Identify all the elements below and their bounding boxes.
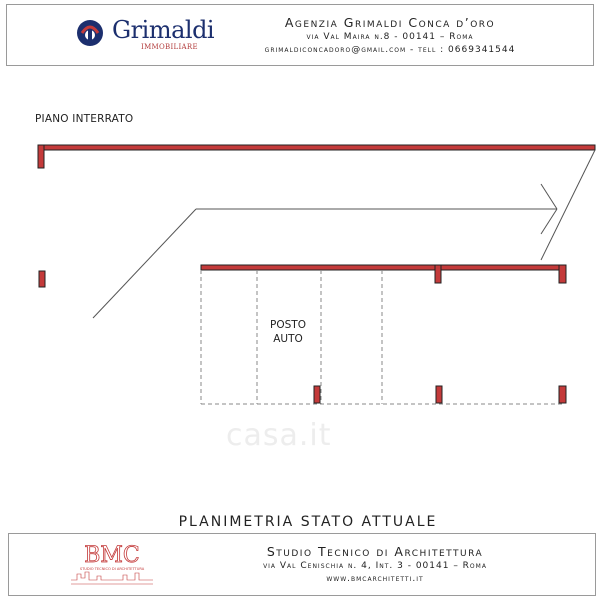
ramp-arrow — [93, 150, 595, 318]
brand-subtitle: IMMOBILIARE — [141, 43, 198, 51]
bmc-logo — [67, 540, 157, 588]
pillar-1 — [314, 386, 320, 403]
floor-label: PIANO INTERRATO — [35, 113, 134, 125]
bmc-logo-text: BMC — [84, 543, 140, 568]
skyline-icon — [71, 572, 153, 584]
studio-name: Studio Tecnico di Architettura — [266, 544, 484, 559]
parking-label — [258, 318, 318, 346]
watermark: casa.it — [226, 418, 332, 453]
agency-name: Agenzia Grimaldi Conca d’oro — [284, 15, 496, 30]
agency-contact: grimaldiconcadoro@gmail.com - tell : 0669341544 — [264, 45, 516, 55]
wall-inner — [201, 265, 566, 270]
parking-label-line1: POSTO — [270, 319, 306, 331]
pillar-2 — [436, 386, 442, 403]
wall-top-end — [38, 145, 44, 168]
bmc-logo-caption: STUDIO TECNICO DI ARCHITETTURA — [79, 567, 145, 571]
wall-inner-stub-1 — [435, 265, 441, 283]
studio-address: via Val Cenischia n. 4, Int. 3 - 00141 – Roma — [263, 561, 487, 571]
wall-inner-stub-2 — [559, 265, 566, 283]
brand-name: Grimaldi — [112, 16, 215, 44]
studio-website: www.bmcarchitetti.it — [326, 574, 424, 584]
parking-label-line2: AUTO — [273, 333, 303, 345]
wall-top — [38, 145, 595, 150]
pillar-3 — [559, 386, 566, 403]
plan-title: PLANIMETRIA STATO ATTUALE — [178, 514, 438, 530]
parking-stalls — [201, 270, 564, 404]
pillar-left — [39, 271, 45, 287]
agency-address: via Val Maira n.8 - 00141 – Roma — [306, 32, 474, 42]
